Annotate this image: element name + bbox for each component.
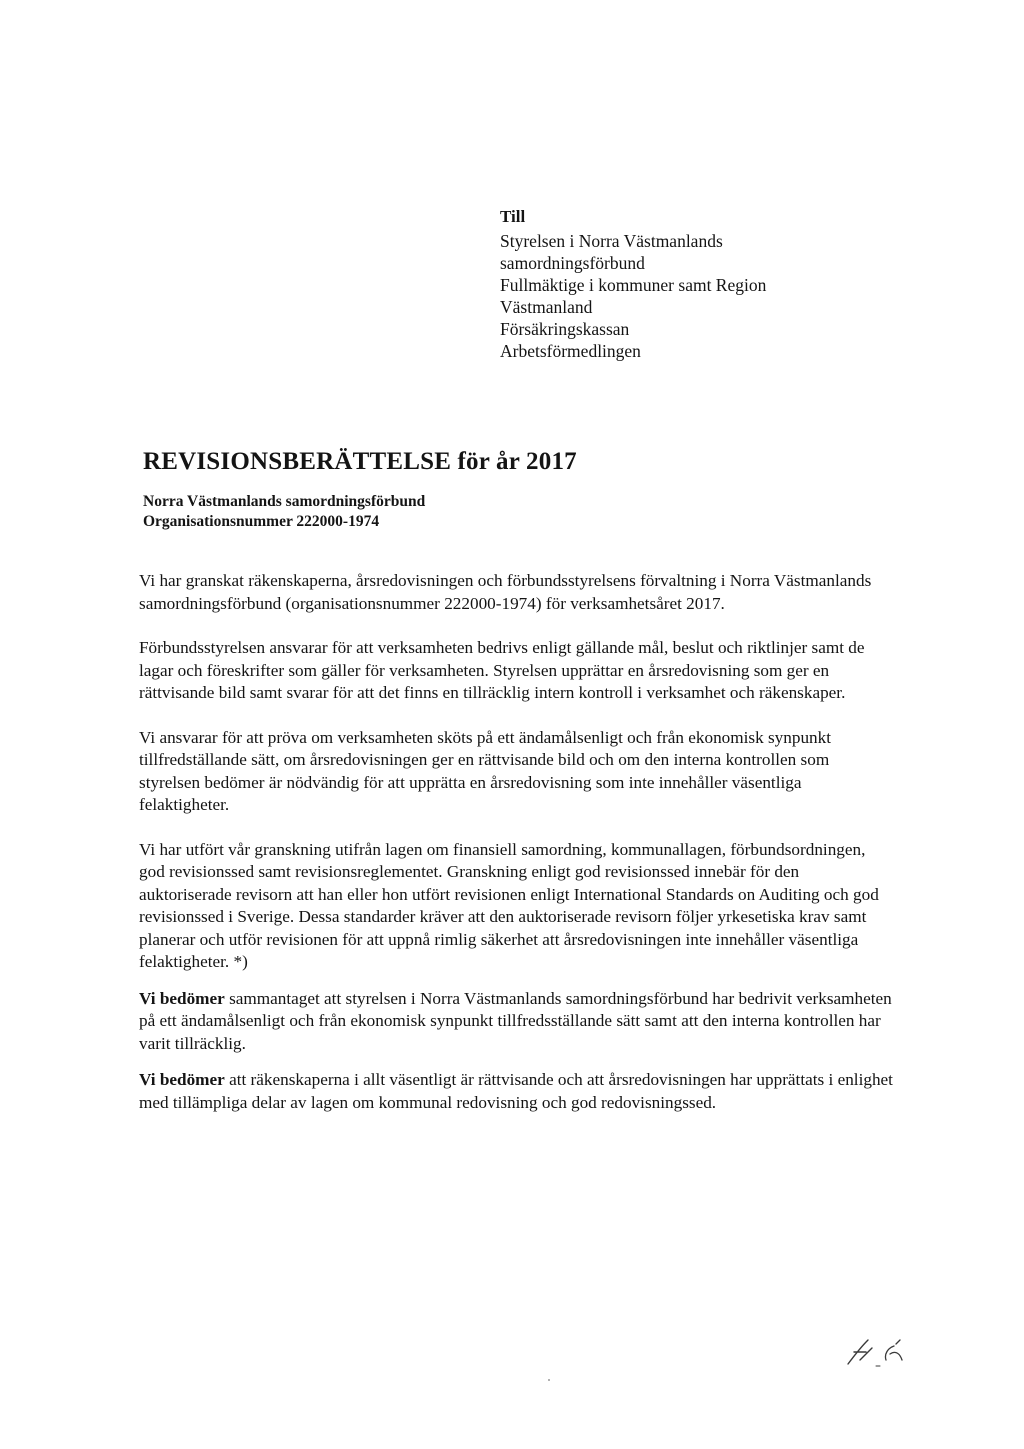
assessment-text: att räkenskaperna i allt väsentligt är rättvisande och att årsredovisningen har upprättats i enlighet med tillämpliga delar av lagen om kommunal redovisning och god redovisningssed. [139,1070,893,1112]
scan-speck [548,1379,550,1381]
document-title: REVISIONSBERÄTTELSE för år 2017 [143,448,577,475]
address-line: Fullmäktige i kommuner samt Region [500,275,767,295]
assessment-lead: Vi bedömer [139,988,225,1008]
assessment-text: sammantaget att styrelsen i Norra Västmanlands samordningsförbund har bedrivit verksamheten på ett ändamålsenligt och från ekonomisk synpunkt tillfredsställande sätt samt att den interna kontrollen har varit tillräcklig. [139,988,892,1053]
paragraph-scope: Vi har granskat räkenskaperna, årsredovisningen och förbundsstyrelsens förvaltning i Norra Västmanlands samordningsförbund (organisationsnummer 222000-1974) för verksamhetsåret 2017. [139,571,872,613]
organization-number: Organisationsnummer 222000-1974 [143,513,380,530]
paragraph-assessment-accounts [139,1069,894,1114]
signature-initials-icon [840,1330,950,1370]
report-body [139,570,894,1136]
address-to-label: Till [500,207,526,226]
address-line: samordningsförbund [500,253,645,273]
address-line: Försäkringskassan [500,319,630,339]
organization-block [143,492,425,532]
paragraph-board-responsibility: Förbundsstyrelsen ansvarar för att verksamheten bedrivs enligt gällande mål, beslut och riktlinjer samt de lagar och föreskrifter som gäller för verksamheten. Styrelsen upprättar en årsredovisning som ger en rättvisande bild samt svarar för att det finns en tillräcklig intern kontroll i verksamhet och räkenskaper. [139,638,865,702]
assessment-lead: Vi bedömer [139,1070,225,1089]
address-line: Styrelsen i Norra Västmanlands [500,231,723,251]
address-line: Västmanland [500,297,593,317]
organization-name: Norra Västmanlands samordningsförbund [143,493,426,510]
address-line: Arbetsförmedlingen [500,341,641,361]
paragraph-assessment-management [139,988,894,1056]
paragraph-auditor-responsibility: Vi ansvarar för att pröva om verksamheten sköts på ett ändamålsenligt och från ekonomisk synpunkt tillfredställande sätt, om årsredovisningen ger en rättvisande bild och om den interna kontrollen som styrelsen bedömer är nödvändig för att upprätta en årsredovisning som inte innehåller väsentliga felaktigheter. [139,727,832,814]
recipient-address [500,206,920,362]
paragraph-audit-method: Vi har utfört vår granskning utifrån lagen om finansiell samordning, kommunallagen, förbundsordningen, god revisionssed samt revisionsreglementet. Granskning enligt god revisionssed innebär för den auktoriserade revisorn att han eller hon utfört revisionen enligt International Standards on Auditing och god revisionssed i Sverige. Dessa standarder kräver att den auktoriserade revisorn följer yrkesetiska krav samt planerar och utför revisionen för att uppnå rimlig säkerhet att årsredovisningen inte innehåller väsentliga felaktigheter. *) [139,839,879,971]
